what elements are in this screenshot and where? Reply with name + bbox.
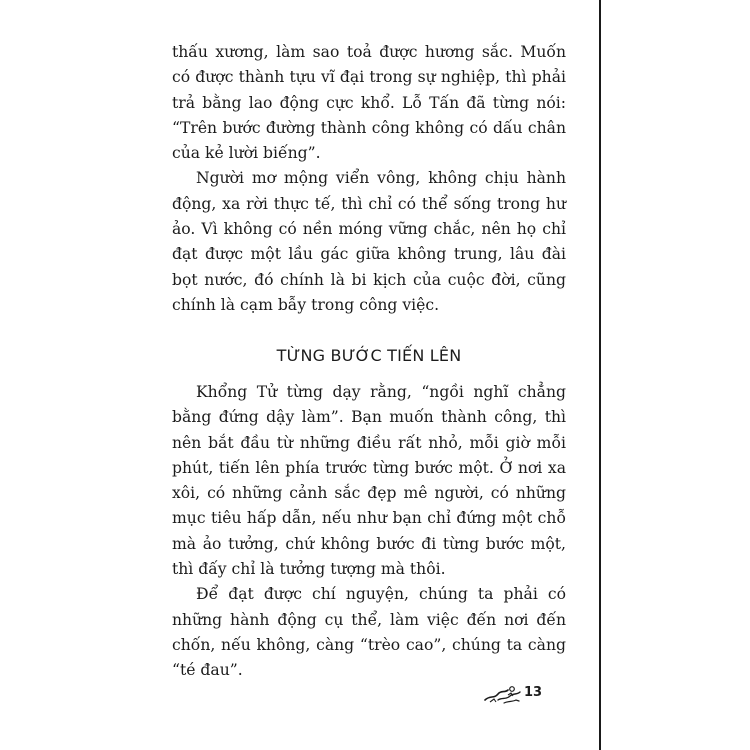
paragraph-confucius: Khổng Tử từng dạy rằng, “ngồi nghĩ chẳng bằng đứng dậy làm”. Bạn muốn thành công, thì nên bắt đầu từ những điều rất nhỏ, mỗi giờ mỗi phút, tiến lên phía trước từng bước một. Ở nơi xa xôi, có những cảnh sắc đẹp mê người, có những mục tiêu hấp dẫn, nếu như bạn chỉ đứng một chỗ mà ảo tưởng, chứ không bước đi từng bước một, thì đấy chỉ là tưởng tượng mà thôi. (172, 383, 566, 579)
paragraph-ambition: Để đạt được chí nguyện, chúng ta phải có những hành động cụ thể, làm việc đến nơi đến chốn, nếu không, càng “trèo cao”, chúng ta càng “té đau”. (172, 585, 566, 680)
bottom-text-section (172, 380, 566, 684)
section-heading: TỪNG BƯỚC TIẾN LÊN (276, 346, 462, 365)
page-number: 13 (524, 685, 543, 700)
page-edge-line (599, 0, 601, 750)
top-text-section (172, 40, 566, 318)
page-footer (484, 679, 564, 709)
paragraph-continuation: thấu xương, làm sao toả được hương sắc. Muốn có được thành tựu vĩ đại trong sự nghiệp, thì phải trả bằng lao động cực khổ. Lỗ Tấn đã từng nói: “Trên bước đường thành công không có dấu chân của kẻ lười biếng”. (172, 43, 566, 163)
decorative-flourish-icon (484, 681, 522, 710)
paragraph-dreamers: Người mơ mộng viển vông, không chịu hành động, xa rời thực tế, thì chỉ có thể sống trong hư ảo. Vì không có nền móng vững chắc, nên họ chỉ đạt được một lầu gác giữa không trung, lâu đài bọt nước, đó chính là bi kịch của cuộc đời, cũng chính là cạm bẫy trong công việc. (172, 169, 566, 314)
